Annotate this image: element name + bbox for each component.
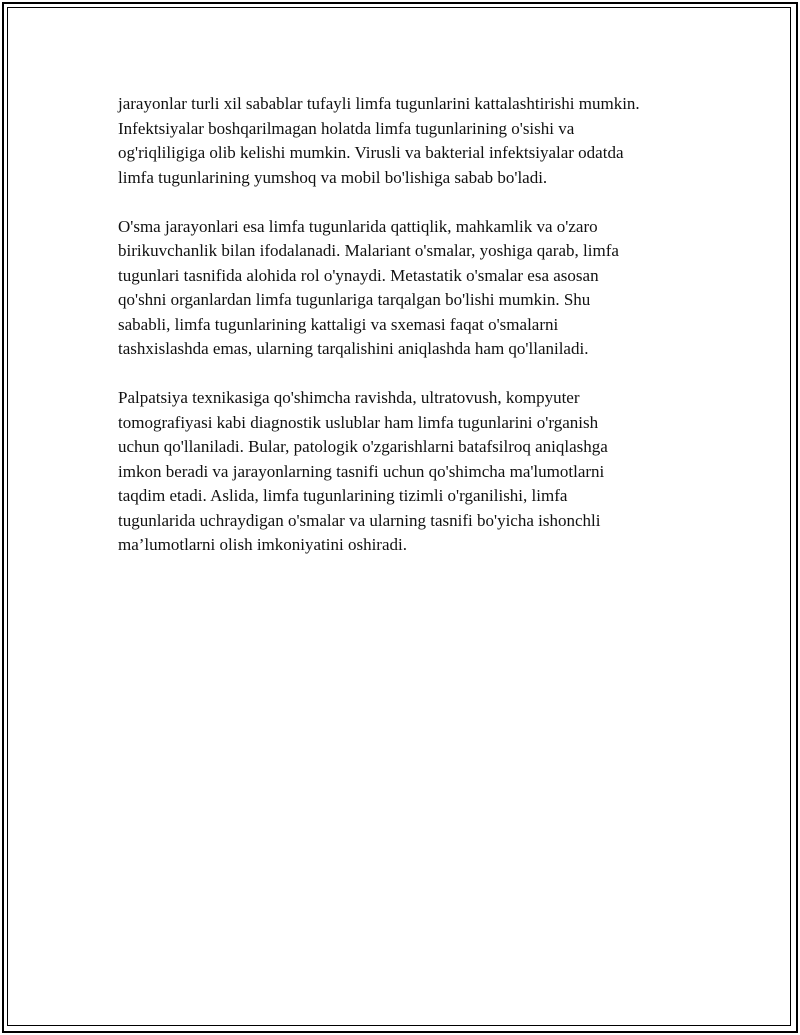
text-line: tashxislashda emas, ularning tarqalishini aniqlashda ham qo'llaniladi. xyxy=(118,339,589,358)
text-line: imkon beradi va jarayonlarning tasnifi uchun qo'shimcha ma'lumotlarni xyxy=(118,461,605,481)
text-line: O'sma jarayonlari esa limfa tugunlarida qattiqlik, mahkamlik va o'zaro xyxy=(118,216,598,236)
text-line: birikuvchanlik bilan ifodalanadi. Malariant o'smalar, yoshiga qarab, limfa xyxy=(118,241,619,260)
text-line: sababli, limfa tugunlarining kattaligi va sxemasi faqat o'smalarni xyxy=(118,314,559,334)
text-line: qo'shni organlardan limfa tugunlariga tarqalgan bo'lishi mumkin. Shu xyxy=(118,290,591,309)
text-line: Palpatsiya texnikasiga qo'shimcha ravishda, ultratovush, kompyuter xyxy=(118,388,580,407)
text-line: tugunlari tasnifida alohida rol o'ynaydi. Metastatik o'smalar esa asosan xyxy=(118,265,599,285)
paragraph-1 xyxy=(118,92,708,190)
paragraph-2 xyxy=(118,215,708,362)
text-line: ma’lumotlarni olish imkoniyatini oshiradi. xyxy=(118,535,407,554)
text-line: tomografiyasi kabi diagnostik uslublar ham limfa tugunlarini o'rganish xyxy=(118,412,599,432)
text-line: tugunlarida uchraydigan o'smalar va ularning tasnifi bo'yicha ishonchli xyxy=(118,510,601,530)
text-line: jarayonlar turli xil sabablar tufayli limfa tugunlarini kattalashtirishi mumkin. xyxy=(118,94,640,113)
text-line: og'riqliligiga olib kelishi mumkin. Virusli va bakterial infektsiyalar odatda xyxy=(118,143,624,162)
text-line: uchun qo'llaniladi. Bular, patologik o'zgarishlarni batafsilroq aniqlashga xyxy=(118,437,608,456)
text-line: Infektsiyalar boshqarilmagan holatda limfa tugunlarining o'sishi va xyxy=(118,118,575,138)
text-line: limfa tugunlarining yumshoq va mobil bo'lishiga sabab bo'ladi. xyxy=(118,167,548,187)
text-line: taqdim etadi. Aslida, limfa tugunlarining tizimli o'rganilishi, limfa xyxy=(118,486,568,505)
document-body xyxy=(118,92,708,582)
paragraph-3 xyxy=(118,386,708,558)
